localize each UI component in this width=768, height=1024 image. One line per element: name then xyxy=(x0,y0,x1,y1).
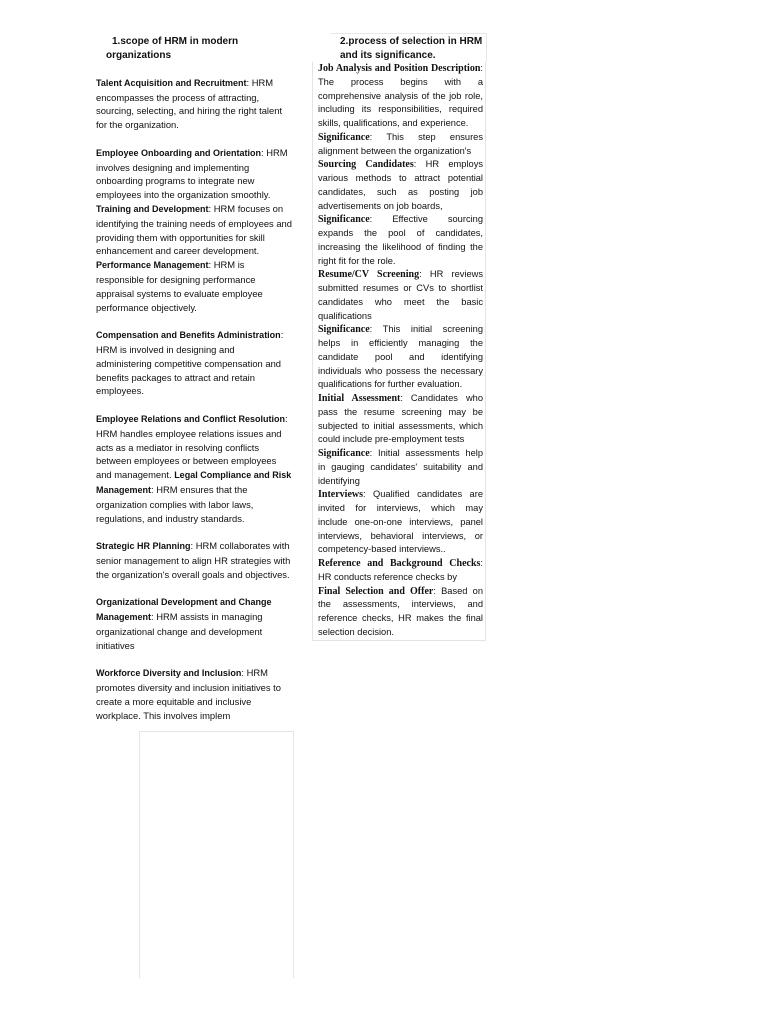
selection-item-significance-2: Significance: Effective sourcing expands the pool of candidates, increasing the likelihood of finding the right fit for the role. xyxy=(318,214,483,266)
scope-item-employee-relations: Employee Relations and Conflict Resolution: HRM handles employee relations issues and acts as a mediator in resolving conflicts between employees or between employees and management. Legal Compliance and Risk Management: HRM ensures that the organization complies with labor laws, regulations, and industry standards. xyxy=(96,412,292,524)
selection-item-job-analysis: Job Analysis and Position Description: The process begins with a comprehensive analysis of the job role, including its responsibilities, required skills, qualifications, and experience. xyxy=(318,63,483,128)
scope-item-onboarding: Employee Onboarding and Orientation: HRM involves designing and implementing onboarding programs to integrate new employees into the organization smoothly. xyxy=(96,146,288,201)
selection-item-significance-4: Significance: Initial assessments help in gauging candidates' suitability and identifying xyxy=(318,448,483,486)
selection-item-initial-assessment: Initial Assessment: Candidates who pass the resume screening may be subjected to initial assessments, which could include pre-employment tests xyxy=(318,393,483,445)
empty-text-box xyxy=(139,731,294,978)
scope-item-talent: Talent Acquisition and Recruitment: HRM encompasses the process of attracting, sourcing, selecting, and hiring the right talent for the organization. xyxy=(96,76,283,131)
scope-item-performance: Performance Management: HRM is responsible for designing performance appraisal systems to evaluate employee performance objectively. xyxy=(96,259,263,313)
selection-item-final-selection: Final Selection and Offer: Based on the assessments, interviews, and reference checks, HR makes the final selection decision. xyxy=(318,585,483,637)
scope-heading: 1.scope of HRM in modern organizations xyxy=(106,36,239,61)
selection-heading: 2.process of selection in HRM and its significance. xyxy=(340,36,483,61)
selection-item-significance-3: Significance: This initial screening helps in efficiently managing the candidate pool and identifying individuals who possess the necessary qualifications for further evaluation. xyxy=(318,324,483,390)
scope-item-diversity: Workforce Diversity and Inclusion: HRM promotes diversity and inclusion initiatives to create a more equitable and inclusive workplace. This involves implem xyxy=(96,667,281,721)
scope-column xyxy=(96,35,292,722)
selection-column xyxy=(312,35,486,641)
selection-item-reference-checks: Reference and Background Checks: HR conducts reference checks by xyxy=(318,558,483,582)
selection-item-screening: Resume/CV Screening: HR reviews submitted resumes or CVs to shortlist candidates who meet the basic qualifications xyxy=(318,269,483,321)
selection-item-interviews: Interviews: Qualified candidates are invited for interviews, which may include one-on-one interviews, panel interviews, behavioral interviews, or competency-based interviews.. xyxy=(318,489,483,555)
selection-item-sourcing: Sourcing Candidates: HR employs various methods to attract potential candidates, such as posting job advertisements on job boards, xyxy=(318,159,483,211)
selection-text-frame xyxy=(312,62,486,641)
scope-item-org-development: Organizational Development and Change Management: HRM assists in managing organizational change and development initiatives xyxy=(96,597,272,651)
scope-item-strategic-planning: Strategic HR Planning: HRM collaborates with senior management to align HR strategies with the organization's overall goals and objectives. xyxy=(96,540,291,580)
scope-item-compensation: Compensation and Benefits Administration: HRM is involved in designing and administering competitive compensation and benefits packages to attract and retain employees. xyxy=(96,329,284,397)
scope-item-training: Training and Development: HRM focuses on identifying the training needs of employees and providing them with opportunities for skill enhancement and career development. xyxy=(96,202,292,257)
selection-item-significance-1: Significance: This step ensures alignment between the organization's xyxy=(318,131,483,156)
